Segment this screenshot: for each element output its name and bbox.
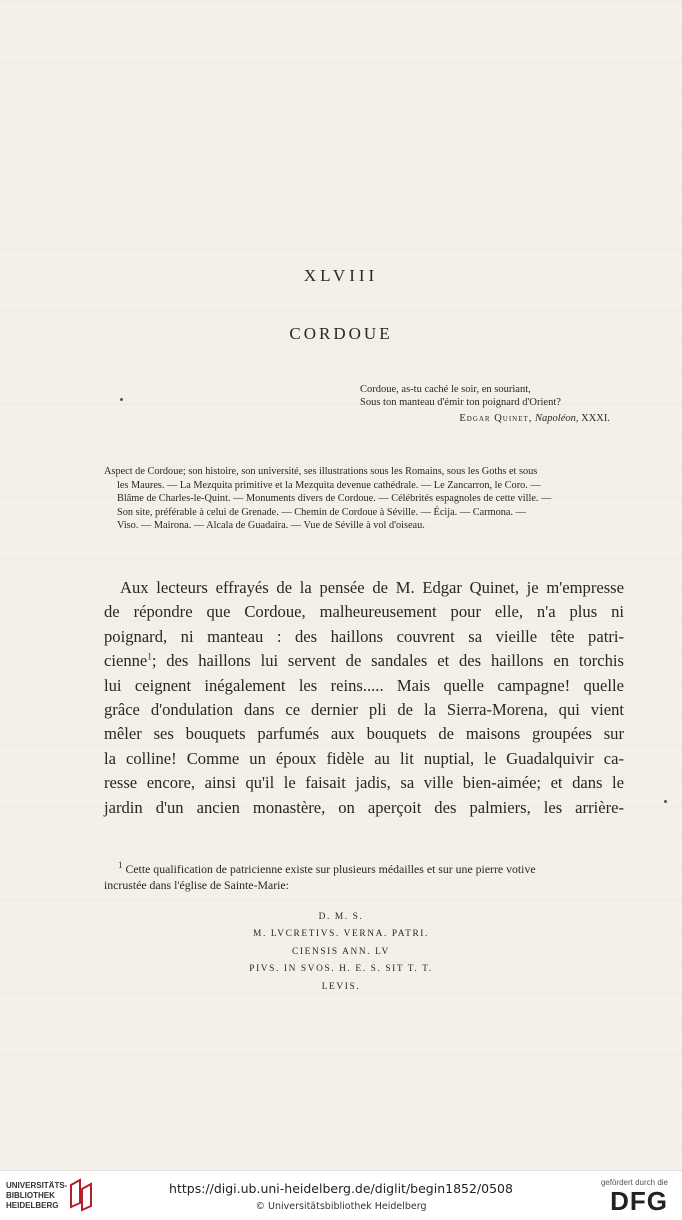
viewer-footer	[0, 1170, 682, 1220]
summary-line: Son site, préférable à celui de Grenade. — Chemin de Cordoue à Séville. — Écija. — Carmona. —	[117, 506, 526, 518]
body-paragraph	[104, 576, 624, 820]
footnote-text: Cette qualification de patricienne existe sur plusieurs médailles et sur une pierre votive	[125, 862, 536, 876]
inscription-line: LEVIS.	[321, 981, 361, 992]
body-line: mêler ses bouquets parfumés aux bouquets de maisons groupées sur	[104, 724, 624, 744]
copyright-notice: © Universitätsbibliothek Heidelberg	[255, 1201, 427, 1212]
body-line-end: ; des haillons lui servent de sandales et des haillons en torchis	[151, 651, 624, 671]
footnote	[104, 862, 624, 893]
footnote-marker: 1	[118, 860, 123, 871]
epigraph	[360, 383, 561, 409]
library-logo[interactable]: UNIVERSITÄTS- BIBLIOTHEK HEIDELBERG	[6, 1181, 68, 1210]
body-line: resse encore, ainsi qu'il le faisait jadis, sa ville bien-aimée; et dans le	[104, 773, 624, 793]
latin-inscription	[0, 909, 682, 996]
epigraph-work: Napoléon,	[535, 413, 579, 424]
body-line: lui ceignent inégalement les reins..... Mais quelle campagne! quelle	[104, 675, 624, 695]
stray-mark	[664, 800, 667, 803]
chapter-summary	[104, 465, 624, 533]
epigraph-ref: XXXI.	[581, 413, 610, 424]
body-line: jardin d'un ancien monastère, on aperçoit des palmiers, les arrière-	[104, 797, 624, 817]
body-line	[104, 649, 624, 673]
body-line: de répondre que Cordoue, malheureusement pour elle, n'a plus ni	[104, 602, 624, 622]
body-line: poignard, ni manteau : des haillons couvrent sa vieille tête patri-	[104, 626, 624, 646]
footnote-line	[104, 862, 624, 878]
chapter-number: XLVIII	[303, 266, 379, 285]
footnote-line: incrustée dans l'église de Sainte-Marie:	[104, 877, 289, 892]
funder-caption: gefördert durch die	[600, 1178, 668, 1187]
body-line: la colline! Comme un époux fidèle au lit nuptial, le Guadalquivir ca-	[104, 748, 624, 768]
permalink-url[interactable]: https://digi.ub.uni-heidelberg.de/diglit/begin1852/0508	[169, 1181, 513, 1196]
inscription-line: CIENSIS ANN. LV	[292, 946, 390, 957]
inscription-line: M. LVCRETIVS. VERNA. PATRI.	[253, 929, 429, 940]
epigraph-line: Cordoue, as-tu caché le soir, en souriant,	[360, 384, 531, 395]
stray-mark	[120, 398, 123, 401]
epigraph-author: Edgar Quinet,	[459, 413, 533, 424]
body-line: Aux lecteurs effrayés de la pensée de M. Edgar Quinet, je m'empresse	[120, 578, 624, 597]
dfg-logo[interactable]: DFG	[610, 1186, 668, 1216]
summary-line: Viso. — Mairona. — Alcala de Guadaira. — Vue de Séville à vol d'oiseau.	[117, 520, 425, 532]
summary-line: les Maures. — La Mezquita primitive et la Mezquita devenue cathédrale. — Le Zancarron, le Coro. —	[117, 479, 541, 491]
summary-line: Aspect de Cordoue; son histoire, son université, ses illustrations sous les Romains, sous les Goths et sous	[104, 466, 538, 477]
body-line-start: cienne	[104, 651, 148, 671]
summary-line: Blâme de Charles-le-Quint. — Monuments divers de Cordoue. — Célébrités espagnoles de cette ville. —	[117, 493, 552, 505]
inscription-line: PIVS. IN SVOS. H. E. S. SIT T. T.	[249, 964, 433, 975]
inscription-line: D. M. S.	[318, 912, 364, 922]
epigraph-attribution	[459, 413, 610, 424]
chapter-title: CORDOUE	[289, 324, 393, 343]
epigraph-line: Sous ton manteau d'émir ton poignard d'Orient?	[360, 397, 561, 408]
footnote-ref[interactable]: 1	[147, 651, 152, 662]
body-line: grâce d'ondulation dans ce dernier pli de la Sierra-Morena, qui vient	[104, 700, 624, 720]
